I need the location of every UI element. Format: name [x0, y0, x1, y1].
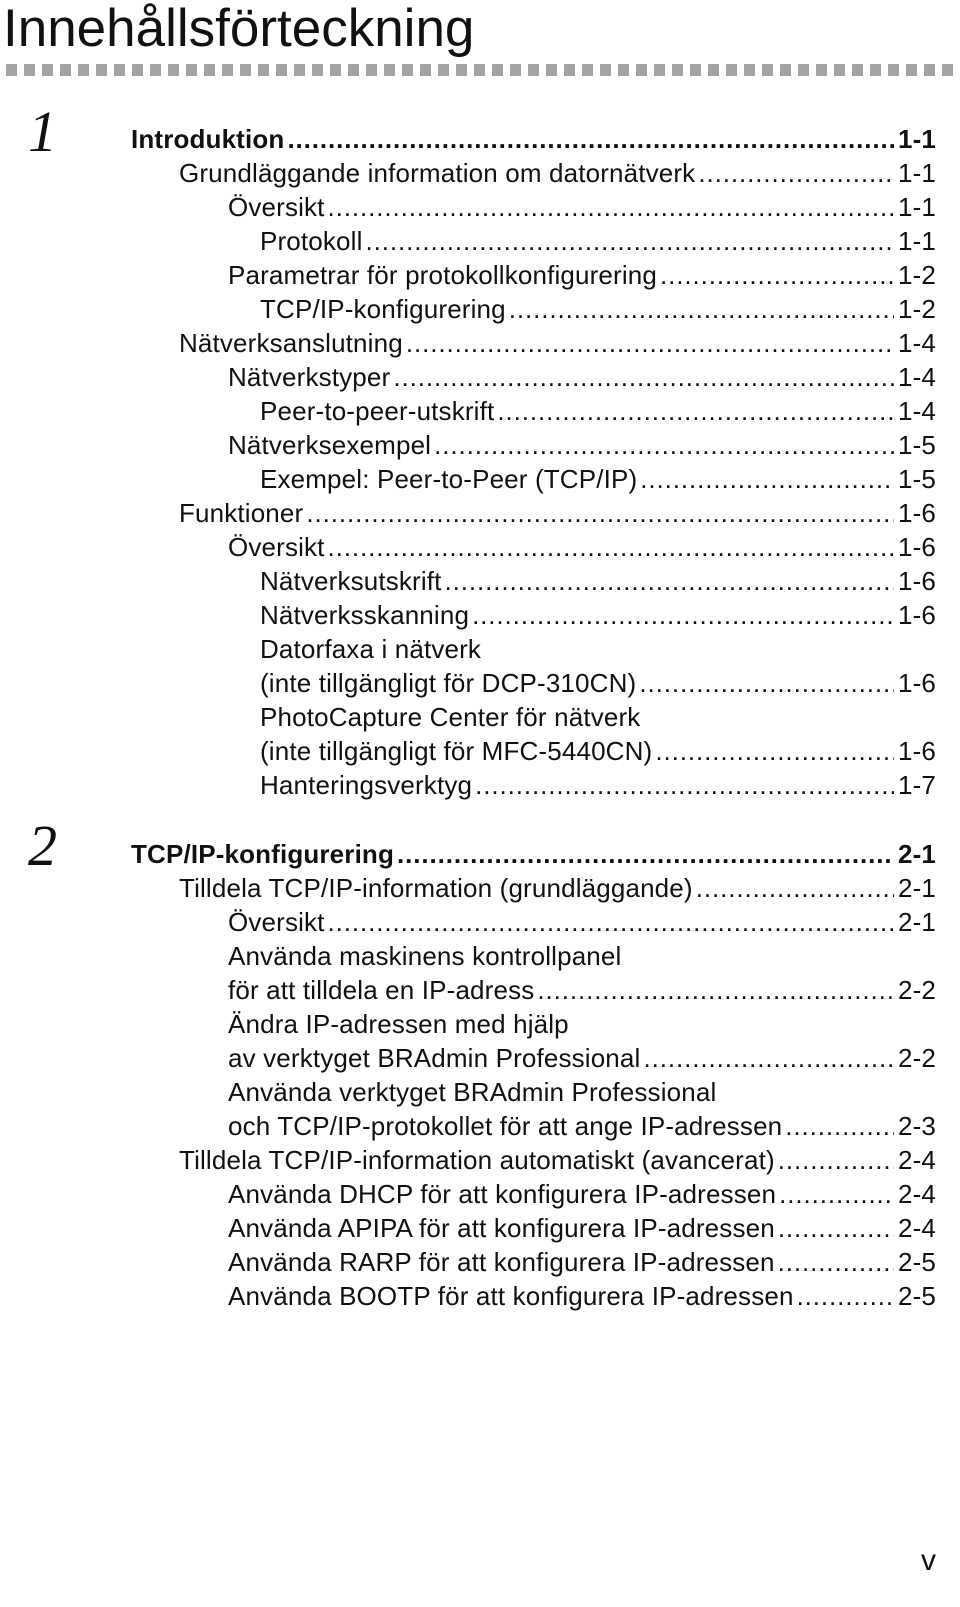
- toc-entry[interactable]: [228, 1278, 936, 1314]
- toc-entry[interactable]: [179, 495, 936, 531]
- toc-entry-title: PhotoCapture Center för nätverk: [260, 702, 641, 732]
- toc-entry-title: Översikt: [228, 907, 325, 937]
- page-number: v: [921, 1544, 936, 1577]
- toc-entry-page: 1-1: [897, 226, 936, 256]
- toc-entry-page: 1-2: [897, 294, 936, 324]
- toc-entry-title: Nätverksanslutning: [179, 328, 403, 358]
- toc-entry-page: 1-6: [897, 566, 936, 596]
- toc-entry[interactable]: [228, 972, 936, 1008]
- toc-entry[interactable]: [179, 325, 936, 361]
- chapter-1-number: 1: [28, 99, 57, 164]
- dot-leader: [797, 1278, 894, 1314]
- chapter-2-heading[interactable]: [131, 836, 936, 872]
- toc-entry[interactable]: [228, 1244, 936, 1280]
- dot-leader: [497, 393, 894, 429]
- toc-entry[interactable]: [228, 1040, 936, 1076]
- toc-entry-title: för att tilldela en IP-adress: [228, 975, 535, 1005]
- toc-entry-title: Använda verktyget BRAdmin Professional: [228, 1077, 717, 1107]
- toc-entry-title: Hanteringsverktyg: [260, 770, 473, 800]
- toc-entry-page: 1-4: [897, 396, 936, 426]
- dot-leader: [660, 257, 894, 293]
- toc-entry-page: 2-2: [897, 1043, 936, 1073]
- toc-entry[interactable]: [260, 563, 936, 599]
- chapter-2-number: 2: [28, 813, 57, 878]
- toc-entry-page: 2-2: [897, 975, 936, 1005]
- toc-entry-title: av verktyget BRAdmin Professional: [228, 1043, 641, 1073]
- toc-entry-page: 1-6: [897, 532, 936, 562]
- toc-entry[interactable]: [260, 393, 936, 429]
- chapter-1-heading[interactable]: [131, 121, 936, 157]
- toc-entry[interactable]: [179, 1142, 936, 1178]
- dot-leader: [639, 665, 894, 701]
- toc-entry[interactable]: [260, 291, 936, 327]
- toc-entry-page: 1-1: [897, 124, 936, 154]
- toc-entry-title: Exempel: Peer-to-Peer (TCP/IP): [260, 464, 638, 494]
- toc-entry-title: (inte tillgängligt för MFC-5440CN): [260, 736, 653, 766]
- toc-entry-line[interactable]: [228, 1006, 569, 1042]
- toc-entry[interactable]: [228, 189, 936, 225]
- toc-entry-title: Använda DHCP för att konfigurera IP-adressen: [228, 1179, 777, 1209]
- toc-entry-title: Nätverksskanning: [260, 600, 470, 630]
- toc-entry[interactable]: [260, 597, 936, 633]
- toc-entry[interactable]: [228, 359, 936, 395]
- toc-entry-page: 1-2: [897, 260, 936, 290]
- dot-leader: [475, 767, 894, 803]
- toc-entry-page: 2-1: [897, 907, 936, 937]
- dot-leader: [472, 597, 894, 633]
- toc-entry-title: Protokoll: [260, 226, 363, 256]
- toc-entry-page: 2-5: [897, 1281, 936, 1311]
- dot-leader: [643, 1040, 894, 1076]
- toc-entry-page: 1-6: [897, 498, 936, 528]
- dot-leader: [393, 359, 894, 395]
- toc-entry-page: 1-1: [897, 192, 936, 222]
- toc-entry[interactable]: [179, 155, 936, 191]
- toc-entry-title: Tilldela TCP/IP-information automatiskt (avancerat): [179, 1145, 775, 1175]
- toc-entry[interactable]: [260, 733, 936, 769]
- toc-entry-page: 2-1: [897, 873, 936, 903]
- toc-entry-title: TCP/IP-konfigurering: [131, 839, 394, 869]
- toc-entry-title: Nätverkstyper: [228, 362, 391, 392]
- toc-entry-line[interactable]: [228, 1074, 716, 1110]
- toc-entry-title: Funktioner: [179, 498, 304, 528]
- toc-entry[interactable]: [179, 870, 936, 906]
- dot-leader: [328, 189, 894, 225]
- dot-leader: [778, 1210, 894, 1246]
- dot-leader: [778, 1244, 894, 1280]
- dot-leader: [640, 461, 894, 497]
- toc-entry[interactable]: [228, 1176, 936, 1212]
- dot-leader: [397, 836, 894, 872]
- toc-entry-title: Använda RARP för att konfigurera IP-adressen: [228, 1247, 775, 1277]
- toc-entry-title: Använda maskinens kontrollpanel: [228, 941, 622, 971]
- toc-entry-title: TCP/IP-konfigurering: [260, 294, 506, 324]
- dot-leader: [537, 972, 894, 1008]
- dot-leader: [785, 1108, 894, 1144]
- toc-entry[interactable]: [228, 1210, 936, 1246]
- toc-entry-page: 2-4: [897, 1213, 936, 1243]
- dot-leader: [778, 1142, 894, 1178]
- toc-entry-line[interactable]: [260, 699, 640, 735]
- toc-entry-title: Datorfaxa i nätverk: [260, 634, 482, 664]
- toc-entry[interactable]: [228, 1108, 936, 1144]
- toc-entry[interactable]: [228, 904, 936, 940]
- toc-entry-page: 1-5: [897, 430, 936, 460]
- toc-entry-title: Använda BOOTP för att konfigurera IP-adressen: [228, 1281, 794, 1311]
- dot-leader: [655, 733, 894, 769]
- toc-entry-line[interactable]: [260, 631, 481, 667]
- toc-entry-page: 2-5: [897, 1247, 936, 1277]
- toc-entry[interactable]: [260, 665, 936, 701]
- toc-entry-title: Översikt: [228, 532, 325, 562]
- dot-leader: [328, 904, 894, 940]
- toc-entry-title: Nätverksexempel: [228, 430, 432, 460]
- dot-leader: [509, 291, 894, 327]
- dot-leader: [366, 223, 894, 259]
- toc-entry-page: 1-4: [897, 328, 936, 358]
- dot-leader: [696, 870, 894, 906]
- toc-entry-title: Tilldela TCP/IP-information (grundläggande): [179, 873, 693, 903]
- dot-leader: [328, 529, 894, 565]
- toc-entry-title: Nätverksutskrift: [260, 566, 442, 596]
- dot-leader: [287, 121, 894, 157]
- toc-entry-title: (inte tillgängligt för DCP-310CN): [260, 668, 637, 698]
- dot-leader: [434, 427, 894, 463]
- dot-leader: [445, 563, 894, 599]
- toc-entry-page: 2-4: [897, 1179, 936, 1209]
- toc-entry-title: Översikt: [228, 192, 325, 222]
- dot-leader: [306, 495, 894, 531]
- toc-entry-page: 1-5: [897, 464, 936, 494]
- page-title: Innehållsförteckning: [3, 0, 475, 58]
- toc-entry-page: 1-7: [897, 770, 936, 800]
- toc-entry-page: 2-4: [897, 1145, 936, 1175]
- toc-entry-page: 1-6: [897, 600, 936, 630]
- toc-entry-title: Peer-to-peer-utskrift: [260, 396, 495, 426]
- toc-entry-line[interactable]: [228, 938, 621, 974]
- toc-entry-title: Parametrar för protokollkonfigurering: [228, 260, 657, 290]
- dot-leader: [779, 1176, 894, 1212]
- toc-entry-page: 1-6: [897, 736, 936, 766]
- toc-entry[interactable]: [260, 767, 936, 803]
- toc-entry-title: Grundläggande information om datornätverk: [179, 158, 696, 188]
- toc-entry[interactable]: [228, 257, 936, 293]
- toc-entry-title: Ändra IP-adressen med hjälp: [228, 1009, 569, 1039]
- toc-entry[interactable]: [260, 461, 936, 497]
- toc-entry-page: 1-1: [897, 158, 936, 188]
- toc-entry-title: Använda APIPA för att konfigurera IP-adressen: [228, 1213, 775, 1243]
- dot-leader: [406, 325, 894, 361]
- dot-leader: [698, 155, 894, 191]
- toc-entry-title: Introduktion: [131, 124, 285, 154]
- toc-entry[interactable]: [260, 223, 936, 259]
- toc-entry[interactable]: [228, 529, 936, 565]
- toc-entry-page: 1-6: [897, 668, 936, 698]
- toc-entry-page: 1-4: [897, 362, 936, 392]
- toc-entry-page: 2-3: [897, 1111, 936, 1141]
- toc-entry-page: 2-1: [897, 839, 936, 869]
- toc-entry-title: och TCP/IP-protokollet för att ange IP-adressen: [228, 1111, 783, 1141]
- toc-entry[interactable]: [228, 427, 936, 463]
